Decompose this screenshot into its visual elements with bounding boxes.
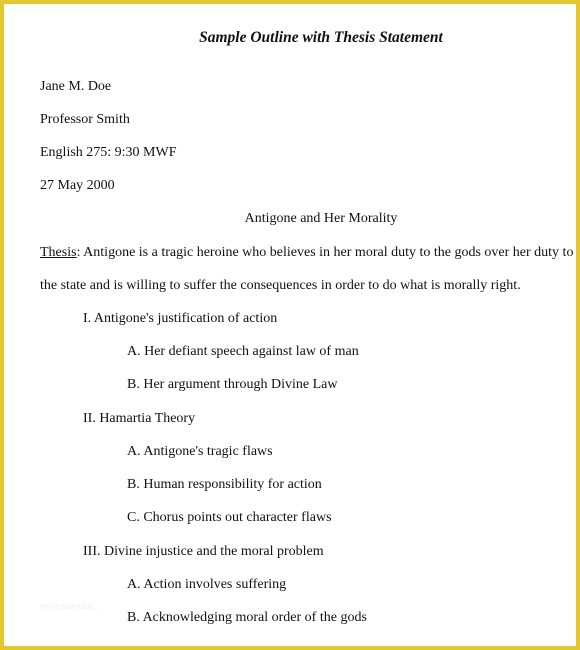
outline-item: B. Human responsibility for action (127, 477, 322, 492)
outline-item: A. Her defiant speech against law of man (127, 344, 359, 359)
date-line: 27 May 2000 (40, 178, 115, 193)
thesis-text-1: : Antigone is a tragic heroine who believes in her moral duty to the gods over her duty to (76, 245, 574, 260)
outline-heading-2: II. Hamartia Theory (83, 411, 196, 426)
essay-title: Antigone and Her Morality (244, 211, 398, 226)
thesis-line-2: the state and is willing to suffer the consequences in order to do what is morally right. (40, 278, 521, 293)
document-title: Sample Outline with Thesis Statement (199, 29, 443, 46)
thesis-line-1 (40, 246, 573, 260)
outline-item: A. Antigone's tragic flaws (127, 444, 273, 459)
outline-heading-3: III. Divine injustice and the moral problem (83, 544, 324, 559)
professor-name: Professor Smith (40, 112, 130, 127)
author-name: Jane M. Doe (40, 79, 112, 94)
watermark-text: www.samplet... (40, 601, 101, 611)
course-info: English 275: 9:30 MWF (40, 145, 177, 160)
outline-heading-1: I. Antigone's justification of action (83, 311, 278, 326)
outline-item: C. Chorus points out character flaws (127, 510, 332, 525)
thesis-label: Thesis (40, 245, 77, 260)
outline-item: B. Her argument through Divine Law (127, 377, 338, 392)
outline-item: B. Acknowledging moral order of the gods (127, 610, 367, 625)
outline-item: A. Action involves suffering (127, 577, 287, 592)
